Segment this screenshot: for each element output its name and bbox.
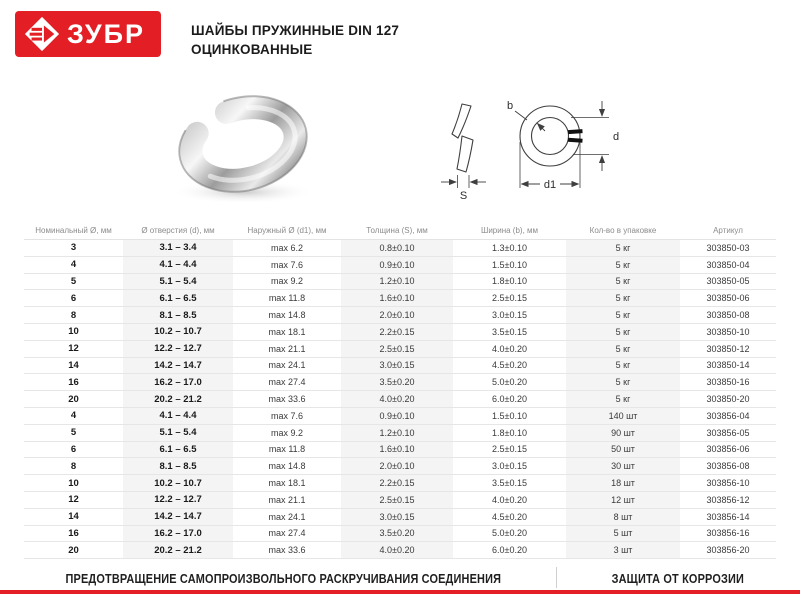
table-cell: max 18.1 bbox=[233, 323, 341, 340]
table-cell: 1.2±0.10 bbox=[341, 273, 453, 290]
table-cell: 5 кг bbox=[566, 391, 680, 408]
column-header: Номинальный Ø, мм bbox=[24, 221, 123, 240]
table-cell: max 18.1 bbox=[233, 475, 341, 492]
table-cell: 3.5±0.20 bbox=[341, 525, 453, 542]
spec-table bbox=[24, 221, 776, 559]
table-cell: 8.1 – 8.5 bbox=[123, 458, 233, 475]
table-cell: 1.3±0.10 bbox=[492, 242, 527, 253]
table-cell: max 11.8 bbox=[233, 441, 341, 458]
table-cell: 303856-20 bbox=[680, 542, 776, 559]
table-cell: max 21.1 bbox=[233, 340, 341, 357]
column-header: Кол-во в упаковке bbox=[566, 221, 680, 240]
table-row bbox=[24, 340, 776, 357]
page-title bbox=[191, 21, 399, 59]
bison-icon bbox=[23, 15, 61, 53]
table-header-row bbox=[24, 221, 776, 240]
table-cell: 303856-08 bbox=[680, 458, 776, 475]
table-cell: 14.2 – 14.7 bbox=[123, 357, 233, 374]
table-cell: 4.1 – 4.4 bbox=[123, 407, 233, 424]
table-cell: 303856-16 bbox=[680, 525, 776, 542]
table-cell: 303850-06 bbox=[680, 290, 776, 307]
column-header: Ø отверстия (d), мм bbox=[123, 221, 233, 240]
table-cell: 5.0±0.20 bbox=[453, 374, 566, 391]
table-cell: 2.2±0.15 bbox=[341, 475, 453, 492]
table-cell: 5 bbox=[24, 273, 123, 290]
product-title: ШАЙБЫ ПРУЖИННЫЕ DIN 127 bbox=[191, 23, 400, 38]
table-cell: 5.1 – 5.4 bbox=[123, 273, 233, 290]
table-cell: 10.2 – 10.7 bbox=[123, 475, 233, 492]
table-cell: 10 bbox=[24, 323, 123, 340]
table-row bbox=[24, 273, 776, 290]
brand-logo bbox=[15, 11, 161, 57]
table-cell: 6.0±0.20 bbox=[453, 542, 566, 559]
table-cell: 3 шт bbox=[566, 542, 680, 559]
table-cell: 2.5±0.15 bbox=[341, 340, 453, 357]
table-cell: 3.0±0.15 bbox=[453, 458, 566, 475]
table-cell: 4.0±0.20 bbox=[453, 491, 566, 508]
table-row bbox=[24, 475, 776, 492]
table-cell: 303850-10 bbox=[680, 323, 776, 340]
table-cell: 1.6±0.10 bbox=[341, 290, 453, 307]
table-cell: 4.0±0.20 bbox=[453, 340, 566, 357]
column-header: Наружный Ø (d1), мм bbox=[233, 221, 341, 240]
table-cell: 14 bbox=[24, 508, 123, 525]
footer-feature-left bbox=[24, 570, 529, 588]
table-cell: 4.5±0.20 bbox=[453, 357, 566, 374]
spec-table-body bbox=[24, 240, 776, 559]
table-cell: max 11.8 bbox=[233, 290, 341, 307]
table-cell: 303850-14 bbox=[680, 357, 776, 374]
table-cell: 2.5±0.15 bbox=[453, 441, 566, 458]
footer-feature-right-label: ЗАЩИТА ОТ КОРРОЗИИ bbox=[611, 571, 745, 586]
table-row bbox=[24, 424, 776, 441]
table-cell: 16.2 – 17.0 bbox=[123, 525, 233, 542]
table-cell: 14 bbox=[24, 357, 123, 374]
table-row bbox=[24, 290, 776, 307]
column-header: Толщина (S), мм bbox=[341, 221, 453, 240]
table-cell: 1.5±0.10 bbox=[453, 256, 566, 273]
table-cell: 303856-05 bbox=[680, 424, 776, 441]
table-cell: 6.1 – 6.5 bbox=[123, 290, 233, 307]
table-cell: 6 bbox=[24, 290, 123, 307]
table-cell: 5 кг bbox=[566, 273, 680, 290]
table-row bbox=[24, 441, 776, 458]
table-cell: 303850-05 bbox=[680, 273, 776, 290]
table-row bbox=[24, 525, 776, 542]
table-cell: 4.1 – 4.4 bbox=[123, 256, 233, 273]
table-cell: 3 bbox=[70, 242, 77, 254]
table-cell: max 33.6 bbox=[233, 542, 341, 559]
table-cell: 3.1 – 3.4 bbox=[123, 240, 233, 257]
table-cell: 10 bbox=[24, 475, 123, 492]
table-cell: 4.5±0.20 bbox=[453, 508, 566, 525]
table-row bbox=[24, 407, 776, 424]
footer-feature-right bbox=[570, 570, 786, 588]
brand-name: ЗУБР bbox=[66, 18, 146, 49]
table-cell: 14.2 – 14.7 bbox=[123, 508, 233, 525]
table-cell: 6.0±0.20 bbox=[453, 391, 566, 408]
footer-divider bbox=[556, 567, 557, 588]
table-cell: 3.5±0.15 bbox=[453, 475, 566, 492]
table-cell: 8 bbox=[24, 307, 123, 324]
table-cell: max 33.6 bbox=[233, 391, 341, 408]
table-cell: 12 шт bbox=[566, 491, 680, 508]
table-cell: 8 шт bbox=[566, 508, 680, 525]
table-cell: 20 bbox=[24, 542, 123, 559]
table-cell: 303856-04 bbox=[680, 407, 776, 424]
table-cell: max 7.6 bbox=[233, 407, 341, 424]
table-cell: 0.8±0.10 bbox=[341, 240, 453, 257]
table-cell: 4 bbox=[24, 407, 123, 424]
table-row bbox=[24, 357, 776, 374]
table-cell: 5.1 – 5.4 bbox=[123, 424, 233, 441]
table-cell: 16 bbox=[24, 525, 123, 542]
table-cell: 3.0±0.15 bbox=[341, 508, 453, 525]
table-cell: 20.2 – 21.2 bbox=[123, 391, 233, 408]
table-cell: 3.0±0.15 bbox=[453, 307, 566, 324]
dim-label-s: S bbox=[459, 190, 468, 202]
table-cell: 12.2 – 12.7 bbox=[123, 340, 233, 357]
table-cell: 303856-10 bbox=[680, 475, 776, 492]
table-row bbox=[24, 307, 776, 324]
table-cell: 20.2 – 21.2 bbox=[123, 542, 233, 559]
table-cell: max 27.4 bbox=[233, 525, 341, 542]
table-cell: 1.2±0.10 bbox=[341, 424, 453, 441]
table-cell: 303856-12 bbox=[680, 491, 776, 508]
table-cell: 16.2 – 17.0 bbox=[123, 374, 233, 391]
table-cell: 1.8±0.10 bbox=[453, 424, 566, 441]
table-cell: 303850-12 bbox=[680, 340, 776, 357]
table-cell: 6.1 – 6.5 bbox=[123, 441, 233, 458]
table-cell: 8.1 – 8.5 bbox=[123, 307, 233, 324]
table-cell: 5 кг bbox=[566, 307, 680, 324]
table-cell: 8 bbox=[24, 458, 123, 475]
table-cell: 2.0±0.10 bbox=[341, 307, 453, 324]
table-cell: 1.8±0.10 bbox=[453, 273, 566, 290]
table-row bbox=[24, 542, 776, 559]
table-cell: max 14.8 bbox=[233, 458, 341, 475]
table-cell: 5 bbox=[24, 424, 123, 441]
table-cell: max 7.6 bbox=[233, 256, 341, 273]
washer-photo bbox=[148, 86, 338, 215]
table-cell: 3.5±0.15 bbox=[453, 323, 566, 340]
table-cell: max 24.1 bbox=[233, 357, 341, 374]
table-cell: 3.0±0.15 bbox=[341, 357, 453, 374]
table-cell: 6 bbox=[24, 441, 123, 458]
table-cell: 0.9±0.10 bbox=[341, 256, 453, 273]
table-cell: max 6.2 bbox=[270, 242, 303, 253]
table-cell: 12.2 – 12.7 bbox=[123, 491, 233, 508]
table-cell: 303850-16 bbox=[680, 374, 776, 391]
table-cell: max 24.1 bbox=[233, 508, 341, 525]
table-cell: 303850-20 bbox=[680, 391, 776, 408]
table-cell: 2.0±0.10 bbox=[341, 458, 453, 475]
table-cell: max 9.2 bbox=[233, 424, 341, 441]
dim-label-d: d bbox=[613, 131, 620, 143]
column-header: Ширина (b), мм bbox=[453, 221, 566, 240]
table-row bbox=[24, 491, 776, 508]
table-cell: 4.0±0.20 bbox=[341, 391, 453, 408]
table-cell: 20 bbox=[24, 391, 123, 408]
table-cell: 303850-08 bbox=[680, 307, 776, 324]
table-row bbox=[24, 323, 776, 340]
table-cell: 5 кг bbox=[566, 323, 680, 340]
table-cell: max 27.4 bbox=[233, 374, 341, 391]
table-cell: 12 bbox=[24, 491, 123, 508]
table-cell: max 14.8 bbox=[233, 307, 341, 324]
table-cell: 12 bbox=[24, 340, 123, 357]
table-row bbox=[24, 458, 776, 475]
table-row bbox=[24, 508, 776, 525]
table-cell: 5 кг bbox=[566, 357, 680, 374]
table-cell: 90 шт bbox=[566, 424, 680, 441]
table-cell: 4.0±0.20 bbox=[341, 542, 453, 559]
table-row bbox=[24, 256, 776, 273]
table-cell: 16 bbox=[24, 374, 123, 391]
table-row bbox=[24, 391, 776, 408]
table-cell: 5 кг bbox=[566, 290, 680, 307]
table-cell: 140 шт bbox=[566, 407, 680, 424]
table-cell: 5 кг bbox=[566, 374, 680, 391]
table-cell: 1.5±0.10 bbox=[453, 407, 566, 424]
table-cell: 2.2±0.15 bbox=[341, 323, 453, 340]
table-cell: 2.5±0.15 bbox=[341, 491, 453, 508]
table-cell: 0.9±0.10 bbox=[341, 407, 453, 424]
table-cell: 5 кг bbox=[566, 340, 680, 357]
table-row bbox=[24, 240, 776, 257]
table-cell: 18 шт bbox=[566, 475, 680, 492]
table-cell: max 21.1 bbox=[233, 491, 341, 508]
table-cell: 50 шт bbox=[566, 441, 680, 458]
table-cell: 3.5±0.20 bbox=[341, 374, 453, 391]
footer-feature-left-label: ПРЕДОТВРАЩЕНИЕ САМОПРОИЗВОЛЬНОГО РАСКРУЧИВАНИЯ СОЕДИНЕНИЯ bbox=[65, 571, 502, 586]
table-cell: 2.5±0.15 bbox=[453, 290, 566, 307]
table-cell: 303856-14 bbox=[680, 508, 776, 525]
column-header: Артикул bbox=[680, 221, 776, 240]
table-cell: 303856-06 bbox=[680, 441, 776, 458]
table-cell: 303850-04 bbox=[680, 256, 776, 273]
table-row bbox=[24, 374, 776, 391]
table-cell: max 9.2 bbox=[233, 273, 341, 290]
product-subtitle: ОЦИНКОВАННЫЕ bbox=[191, 42, 313, 57]
table-cell: 303850-03 bbox=[706, 242, 750, 253]
dim-label-d1: d1 bbox=[543, 179, 557, 191]
table-cell: 1.6±0.10 bbox=[341, 441, 453, 458]
table-cell: 4 bbox=[24, 256, 123, 273]
brand-accent-bar bbox=[0, 590, 800, 594]
technical-drawing bbox=[428, 84, 663, 221]
table-cell: 5 шт bbox=[566, 525, 680, 542]
table-cell: 5.0±0.20 bbox=[453, 525, 566, 542]
table-cell: 5 кг bbox=[566, 256, 680, 273]
table-cell: 30 шт bbox=[566, 458, 680, 475]
table-cell: 10.2 – 10.7 bbox=[123, 323, 233, 340]
table-cell: 5 кг bbox=[566, 240, 680, 257]
dim-label-b: b bbox=[506, 100, 514, 112]
